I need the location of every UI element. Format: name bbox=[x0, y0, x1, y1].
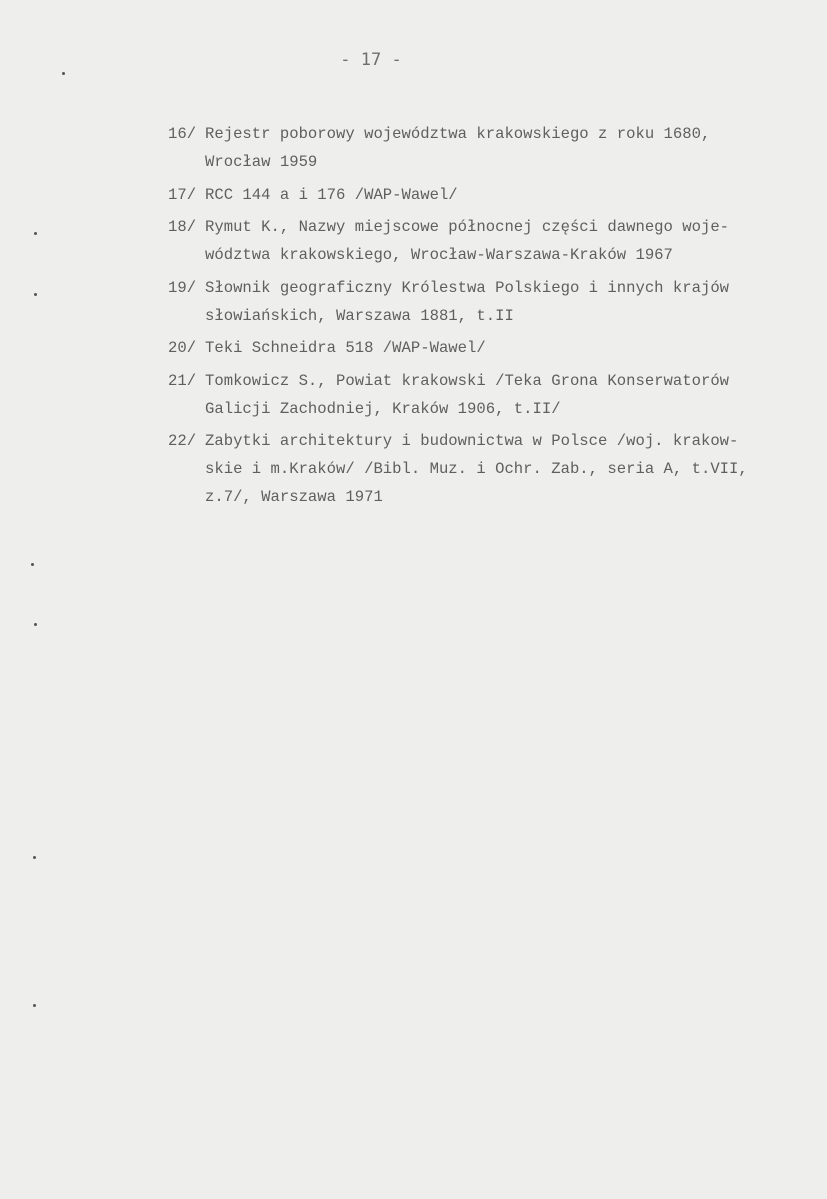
entry-text-line: z.7/, Warszawa 1971 bbox=[205, 488, 383, 506]
page-number: - 17 - bbox=[340, 50, 402, 70]
entry-number: 16/ bbox=[168, 125, 197, 143]
entry-text-line: Rymut K., Nazwy miejscowe północnej części dawnego woje- bbox=[205, 218, 730, 236]
bibliography-entry-20 bbox=[168, 334, 818, 362]
entry-text-line: RCC 144 a i 176 /WAP-Wawel/ bbox=[205, 185, 458, 204]
entry-text-line: Wrocław 1959 bbox=[205, 153, 318, 171]
scan-speck bbox=[31, 563, 34, 566]
scan-speck bbox=[34, 293, 37, 296]
bibliography-list bbox=[168, 120, 818, 516]
entry-text-line: skie i m.Kraków/ /Bibl. Muz. i Ochr. Zab., seria A, t.VII, bbox=[205, 460, 748, 478]
entry-text-line: Galicji Zachodniej, Kraków 1906, t.II/ bbox=[205, 399, 561, 418]
entry-text-line: Tomkowicz S., Powiat krakowski /Teka Grona Konserwatorów bbox=[205, 371, 730, 390]
entry-number: 17/ bbox=[168, 185, 197, 204]
entry-number: 19/ bbox=[168, 278, 197, 297]
scan-speck bbox=[33, 856, 36, 859]
bibliography-entry-19 bbox=[168, 274, 818, 330]
scan-speck bbox=[62, 72, 65, 75]
entry-text-line: Teki Schneidra 518 /WAP-Wawel/ bbox=[205, 339, 486, 357]
entry-number: 18/ bbox=[168, 218, 197, 236]
entry-number: 22/ bbox=[168, 432, 197, 450]
bibliography-entry-22 bbox=[168, 427, 818, 511]
entry-number: 21/ bbox=[168, 371, 197, 390]
entry-number: 20/ bbox=[168, 339, 197, 357]
entry-text-line: Zabytki architektury i budownictwa w Polsce /woj. krakow- bbox=[205, 432, 739, 450]
entry-text-line: Słownik geograficzny Królestwa Polskiego i innych krajów bbox=[205, 278, 730, 297]
entry-text-line: wództwa krakowskiego, Wrocław-Warszawa-Kraków 1967 bbox=[205, 246, 673, 264]
scan-speck bbox=[33, 1004, 36, 1007]
bibliography-entry-17 bbox=[168, 181, 818, 209]
entry-text-line: słowiańskich, Warszawa 1881, t.II bbox=[205, 306, 514, 325]
scan-speck bbox=[34, 232, 37, 235]
bibliography-entry-16 bbox=[168, 120, 818, 176]
scan-speck bbox=[34, 623, 37, 626]
entry-text-line: Rejestr poborowy województwa krakowskiego z roku 1680, bbox=[205, 125, 711, 143]
bibliography-entry-18 bbox=[168, 213, 818, 269]
bibliography-entry-21 bbox=[168, 367, 818, 423]
